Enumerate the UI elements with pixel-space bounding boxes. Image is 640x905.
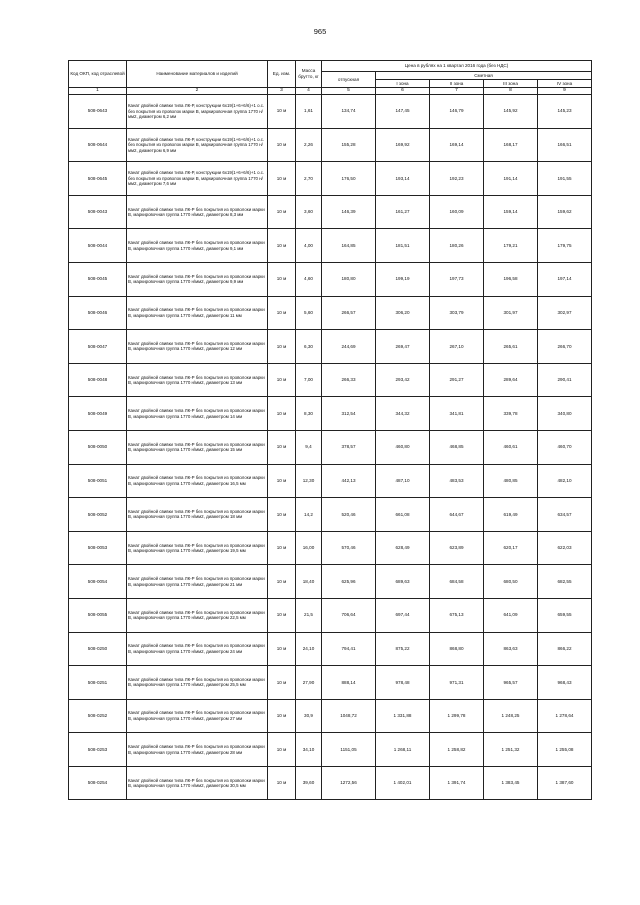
release-price: 146,39 xyxy=(322,195,376,229)
zone-4-price: 1 255,08 xyxy=(538,733,592,767)
column-number: 9 xyxy=(538,88,592,95)
zone-2-price: 291,27 xyxy=(430,363,484,397)
zone-1-price: 661,08 xyxy=(376,498,430,532)
release-price: 164,85 xyxy=(322,229,376,263)
zone-1-price: 875,22 xyxy=(376,632,430,666)
zone-3-price: 1 251,32 xyxy=(484,733,538,767)
column-number: 6 xyxy=(376,88,430,95)
zone-2-price: 623,89 xyxy=(430,531,484,565)
product-code: 508-0043 xyxy=(69,195,127,229)
mass-cell: 12,30 xyxy=(296,464,322,498)
page-number: 965 xyxy=(313,27,327,36)
zone-3-price: 1 383,45 xyxy=(484,766,538,800)
header-estimate-price: Сметная xyxy=(376,72,592,80)
header-zone-3: III зона xyxy=(484,80,538,88)
product-name: Канат двойной свивки типа ЛК-Р без покрытия из проволоки марки В, маркировочная группа 1770 н/мм2, диаметром 15 мм xyxy=(127,430,268,464)
mass-cell: 4,60 xyxy=(296,262,322,296)
zone-3-price: 159,14 xyxy=(484,195,538,229)
table-row xyxy=(69,498,592,532)
product-name: Канат двойной свивки типа ЛК-Р без покрытия из проволоки марки В, маркировочная группа 1770 н/мм2, диаметром 11 мм xyxy=(127,296,268,330)
table-row xyxy=(69,531,592,565)
product-name: Канат двойной свивки типа ЛК-Р, конструкции 6х19(1+6+6/6)+1 о.с. без покрытия из проволок марки В, маркировочная группа 1770 н/мм2, диаметром 6,2 мм xyxy=(127,95,268,129)
zone-3-price: 480,85 xyxy=(484,464,538,498)
product-name: Канат двойной свивки типа ЛК-Р без покрытия из проволоки марки В, маркировочная группа 1770 н/мм2, диаметром 8,3 мм xyxy=(127,195,268,229)
product-code: 508-0645 xyxy=(69,162,127,196)
zone-2-price: 468,85 xyxy=(430,430,484,464)
product-name: Канат двойной свивки типа ЛК-Р без покрытия из проволоки марки В, маркировочная группа 1770 н/мм2, диаметром 12 мм xyxy=(127,330,268,364)
product-code: 508-0253 xyxy=(69,733,127,767)
product-code: 508-0250 xyxy=(69,632,127,666)
product-code: 508-0251 xyxy=(69,666,127,700)
zone-1-price: 689,63 xyxy=(376,565,430,599)
mass-cell: 4,00 xyxy=(296,229,322,263)
product-code: 508-0055 xyxy=(69,598,127,632)
product-name: Канат двойной свивки типа ЛК-Р без покрытия из проволоки марки В, маркировочная группа 1770 н/мм2, диаметром 9,9 мм xyxy=(127,262,268,296)
zone-4-price: 290,41 xyxy=(538,363,592,397)
zone-3-price: 965,57 xyxy=(484,666,538,700)
unit-cell: 10 м xyxy=(268,330,296,364)
release-price: 1151,05 xyxy=(322,733,376,767)
column-number: 2 xyxy=(127,88,268,95)
zone-2-price: 675,13 xyxy=(430,598,484,632)
zone-1-price: 161,27 xyxy=(376,195,430,229)
release-price: 1272,56 xyxy=(322,766,376,800)
zone-4-price: 166,51 xyxy=(538,128,592,162)
mass-cell: 6,30 xyxy=(296,330,322,364)
zone-2-price: 267,10 xyxy=(430,330,484,364)
product-code: 508-0053 xyxy=(69,531,127,565)
mass-cell: 8,30 xyxy=(296,397,322,431)
product-name: Канат двойной свивки типа ЛК-Р без покрытия из проволоки марки В, маркировочная группа 1770 н/мм2, диаметром 9,1 мм xyxy=(127,229,268,263)
table-row xyxy=(69,699,592,733)
unit-cell: 10 м xyxy=(268,229,296,263)
product-name: Канат двойной свивки типа ЛК-Р без покрытия из проволоки марки В, маркировочная группа 1770 н/мм2, диаметром 22,5 мм xyxy=(127,598,268,632)
mass-cell: 14,2 xyxy=(296,498,322,532)
release-price: 155,28 xyxy=(322,128,376,162)
header-unit: Ед. изм. xyxy=(268,61,296,88)
unit-cell: 10 м xyxy=(268,296,296,330)
release-price: 134,74 xyxy=(322,95,376,129)
release-price: 176,50 xyxy=(322,162,376,196)
product-name: Канат двойной свивки типа ЛК-Р без покрытия из проволоки марки В, маркировочная группа 1770 н/мм2, диаметром 25,5 мм xyxy=(127,666,268,700)
zone-2-price: 341,81 xyxy=(430,397,484,431)
column-number: 8 xyxy=(484,88,538,95)
unit-cell: 10 м xyxy=(268,565,296,599)
mass-cell: 2,26 xyxy=(296,128,322,162)
header-name: Наименование материалов и изделий xyxy=(127,61,268,88)
zone-4-price: 1 387,60 xyxy=(538,766,592,800)
zone-3-price: 289,64 xyxy=(484,363,538,397)
table-row xyxy=(69,397,592,431)
table-row xyxy=(69,733,592,767)
unit-cell: 10 м xyxy=(268,733,296,767)
column-number: 3 xyxy=(268,88,296,95)
zone-2-price: 644,67 xyxy=(430,498,484,532)
product-code: 508-0051 xyxy=(69,464,127,498)
product-name: Канат двойной свивки типа ЛК-Р без покрытия из проволоки марки В, маркировочная группа 1770 н/мм2, диаметром 27 мм xyxy=(127,699,268,733)
zone-3-price: 265,61 xyxy=(484,330,538,364)
table-row xyxy=(69,565,592,599)
product-name: Канат двойной свивки типа ЛК-Р без покрытия из проволоки марки В, маркировочная группа 1770 н/мм2, диаметром 21 мм xyxy=(127,565,268,599)
zone-2-price: 1 299,78 xyxy=(430,699,484,733)
mass-cell: 30,9 xyxy=(296,699,322,733)
zone-4-price: 340,80 xyxy=(538,397,592,431)
product-code: 508-0048 xyxy=(69,363,127,397)
zone-4-price: 191,55 xyxy=(538,162,592,196)
zone-4-price: 460,70 xyxy=(538,430,592,464)
zone-4-price: 1 278,64 xyxy=(538,699,592,733)
zone-1-price: 193,14 xyxy=(376,162,430,196)
mass-cell: 1,61 xyxy=(296,95,322,129)
zone-4-price: 302,97 xyxy=(538,296,592,330)
mass-cell: 24,10 xyxy=(296,632,322,666)
unit-cell: 10 м xyxy=(268,95,296,129)
unit-cell: 10 м xyxy=(268,598,296,632)
price-table xyxy=(68,60,592,800)
unit-cell: 10 м xyxy=(268,397,296,431)
header-code: Код ОКП, код отраслевой xyxy=(69,61,127,88)
product-code: 508-0054 xyxy=(69,565,127,599)
table-row xyxy=(69,430,592,464)
table-row xyxy=(69,363,592,397)
product-name: Канат двойной свивки типа ЛК-Р без покрытия из проволоки марки В, маркировочная группа 1770 н/мм2, диаметром 30,5 мм xyxy=(127,766,268,800)
mass-cell: 7,00 xyxy=(296,363,322,397)
release-price: 625,96 xyxy=(322,565,376,599)
release-price: 266,33 xyxy=(322,363,376,397)
zone-1-price: 306,20 xyxy=(376,296,430,330)
zone-1-price: 1 268,11 xyxy=(376,733,430,767)
product-name: Канат двойной свивки типа ЛК-Р без покрытия из проволоки марки В, маркировочная группа 1770 н/мм2, диаметром 24 мм xyxy=(127,632,268,666)
release-price: 244,69 xyxy=(322,330,376,364)
release-price: 706,64 xyxy=(322,598,376,632)
product-code: 508-0044 xyxy=(69,229,127,263)
column-number: 5 xyxy=(322,88,376,95)
zone-1-price: 344,32 xyxy=(376,397,430,431)
zone-2-price: 684,58 xyxy=(430,565,484,599)
table-body xyxy=(69,95,592,800)
unit-cell: 10 м xyxy=(268,430,296,464)
zone-1-price: 1 402,01 xyxy=(376,766,430,800)
zone-4-price: 145,23 xyxy=(538,95,592,129)
table-row xyxy=(69,229,592,263)
product-name: Канат двойной свивки типа ЛК-Р без покрытия из проволоки марки В, маркировочная группа 1770 н/мм2, диаметром 19,5 мм xyxy=(127,531,268,565)
release-price: 266,57 xyxy=(322,296,376,330)
table-row xyxy=(69,95,592,129)
unit-cell: 10 м xyxy=(268,531,296,565)
zone-4-price: 482,10 xyxy=(538,464,592,498)
zone-3-price: 196,58 xyxy=(484,262,538,296)
release-price: 794,41 xyxy=(322,632,376,666)
unit-cell: 10 м xyxy=(268,162,296,196)
zone-2-price: 971,31 xyxy=(430,666,484,700)
product-code: 508-0252 xyxy=(69,699,127,733)
product-name: Канат двойной свивки типа ЛК-Р без покрытия из проволоки марки В, маркировочная группа 1770 н/мм2, диаметром 18 мм xyxy=(127,498,268,532)
unit-cell: 10 м xyxy=(268,262,296,296)
zone-1-price: 628,49 xyxy=(376,531,430,565)
header-price-group: Цена в рублях на 1 квартал 2016 года (без НДС) xyxy=(322,61,592,72)
table-row xyxy=(69,766,592,800)
product-code: 508-0045 xyxy=(69,262,127,296)
zone-3-price: 1 248,25 xyxy=(484,699,538,733)
release-price: 378,57 xyxy=(322,430,376,464)
zone-1-price: 697,44 xyxy=(376,598,430,632)
product-code: 508-0049 xyxy=(69,397,127,431)
zone-1-price: 147,45 xyxy=(376,95,430,129)
column-number: 7 xyxy=(430,88,484,95)
table-row xyxy=(69,262,592,296)
zone-3-price: 641,09 xyxy=(484,598,538,632)
product-code: 508-0047 xyxy=(69,330,127,364)
mass-cell: 39,60 xyxy=(296,766,322,800)
header-zone-2: II зона xyxy=(430,80,484,88)
product-code: 508-0644 xyxy=(69,128,127,162)
mass-cell: 5,60 xyxy=(296,296,322,330)
column-number: 4 xyxy=(296,88,322,95)
zone-4-price: 968,43 xyxy=(538,666,592,700)
zone-4-price: 622,03 xyxy=(538,531,592,565)
zone-4-price: 179,75 xyxy=(538,229,592,263)
unit-cell: 10 м xyxy=(268,632,296,666)
unit-cell: 10 м xyxy=(268,128,296,162)
header-release-price: отпускная xyxy=(322,72,376,88)
release-price: 180,80 xyxy=(322,262,376,296)
zone-4-price: 682,55 xyxy=(538,565,592,599)
table-row xyxy=(69,195,592,229)
table-row xyxy=(69,632,592,666)
table-row xyxy=(69,598,592,632)
mass-cell: 9,4 xyxy=(296,430,322,464)
table-row xyxy=(69,666,592,700)
release-price: 570,46 xyxy=(322,531,376,565)
product-name: Канат двойной свивки типа ЛК-Р без покрытия из проволоки марки В, маркировочная группа 1770 н/мм2, диаметром 16,5 мм xyxy=(127,464,268,498)
column-number-row xyxy=(69,88,592,95)
zone-3-price: 339,78 xyxy=(484,397,538,431)
zone-3-price: 619,49 xyxy=(484,498,538,532)
mass-cell: 2,70 xyxy=(296,162,322,196)
zone-3-price: 145,92 xyxy=(484,95,538,129)
zone-1-price: 460,80 xyxy=(376,430,430,464)
zone-3-price: 191,14 xyxy=(484,162,538,196)
product-code: 508-0052 xyxy=(69,498,127,532)
product-code: 508-0254 xyxy=(69,766,127,800)
zone-3-price: 301,97 xyxy=(484,296,538,330)
mass-cell: 16,00 xyxy=(296,531,322,565)
zone-3-price: 680,50 xyxy=(484,565,538,599)
zone-3-price: 620,17 xyxy=(484,531,538,565)
zone-4-price: 197,14 xyxy=(538,262,592,296)
zone-3-price: 863,63 xyxy=(484,632,538,666)
zone-2-price: 146,79 xyxy=(430,95,484,129)
zone-2-price: 1 391,74 xyxy=(430,766,484,800)
zone-3-price: 460,61 xyxy=(484,430,538,464)
mass-cell: 34,10 xyxy=(296,733,322,767)
unit-cell: 10 м xyxy=(268,766,296,800)
unit-cell: 10 м xyxy=(268,195,296,229)
mass-cell: 3,60 xyxy=(296,195,322,229)
zone-1-price: 1 331,88 xyxy=(376,699,430,733)
zone-4-price: 659,55 xyxy=(538,598,592,632)
zone-2-price: 169,14 xyxy=(430,128,484,162)
zone-2-price: 197,73 xyxy=(430,262,484,296)
zone-2-price: 868,80 xyxy=(430,632,484,666)
product-code: 508-0643 xyxy=(69,95,127,129)
mass-cell: 27,90 xyxy=(296,666,322,700)
mass-cell: 18,40 xyxy=(296,565,322,599)
unit-cell: 10 м xyxy=(268,666,296,700)
zone-4-price: 159,62 xyxy=(538,195,592,229)
table-row xyxy=(69,296,592,330)
zone-3-price: 168,17 xyxy=(484,128,538,162)
zone-2-price: 160,09 xyxy=(430,195,484,229)
product-name: Канат двойной свивки типа ЛК-Р, конструкции 6х19(1+6+6/6)+1 о.с. без покрытия из проволок марки В, маркировочная группа 1770 н/мм2, диаметром 6,9 мм xyxy=(127,128,268,162)
product-name: Канат двойной свивки типа ЛК-Р, конструкции 6х19(1+6+6/6)+1 о.с. без покрытия из проволок марки В, маркировочная группа 1770 н/мм2, диаметром 7,6 мм xyxy=(127,162,268,196)
table-row xyxy=(69,330,592,364)
header-zone-1: I зона xyxy=(376,80,430,88)
unit-cell: 10 м xyxy=(268,464,296,498)
zone-1-price: 169,92 xyxy=(376,128,430,162)
zone-2-price: 1 258,82 xyxy=(430,733,484,767)
header-zone-4: IV зона xyxy=(538,80,592,88)
zone-1-price: 199,19 xyxy=(376,262,430,296)
release-price: 312,54 xyxy=(322,397,376,431)
zone-2-price: 483,53 xyxy=(430,464,484,498)
release-price: 520,46 xyxy=(322,498,376,532)
zone-1-price: 293,42 xyxy=(376,363,430,397)
zone-1-price: 181,51 xyxy=(376,229,430,263)
column-number: 1 xyxy=(69,88,127,95)
table-row xyxy=(69,162,592,196)
product-name: Канат двойной свивки типа ЛК-Р без покрытия из проволоки марки В, маркировочная группа 1770 н/мм2, диаметром 28 мм xyxy=(127,733,268,767)
zone-1-price: 487,10 xyxy=(376,464,430,498)
zone-4-price: 634,57 xyxy=(538,498,592,532)
unit-cell: 10 м xyxy=(268,498,296,532)
product-code: 508-0046 xyxy=(69,296,127,330)
zone-3-price: 179,21 xyxy=(484,229,538,263)
zone-4-price: 866,22 xyxy=(538,632,592,666)
release-price: 1048,72 xyxy=(322,699,376,733)
mass-cell: 21,5 xyxy=(296,598,322,632)
product-name: Канат двойной свивки типа ЛК-Р без покрытия из проволоки марки В, маркировочная группа 1770 н/мм2, диаметром 13 мм xyxy=(127,363,268,397)
zone-1-price: 978,48 xyxy=(376,666,430,700)
table-row xyxy=(69,464,592,498)
product-code: 508-0050 xyxy=(69,430,127,464)
zone-1-price: 269,47 xyxy=(376,330,430,364)
zone-2-price: 192,23 xyxy=(430,162,484,196)
release-price: 442,13 xyxy=(322,464,376,498)
product-name: Канат двойной свивки типа ЛК-Р без покрытия из проволоки марки В, маркировочная группа 1770 н/мм2, диаметром 14 мм xyxy=(127,397,268,431)
zone-2-price: 303,79 xyxy=(430,296,484,330)
zone-4-price: 266,70 xyxy=(538,330,592,364)
header-mass: Масса брутто, кг xyxy=(296,61,322,88)
zone-2-price: 180,26 xyxy=(430,229,484,263)
unit-cell: 10 м xyxy=(268,363,296,397)
table-row xyxy=(69,128,592,162)
unit-cell: 10 м xyxy=(268,699,296,733)
release-price: 888,14 xyxy=(322,666,376,700)
